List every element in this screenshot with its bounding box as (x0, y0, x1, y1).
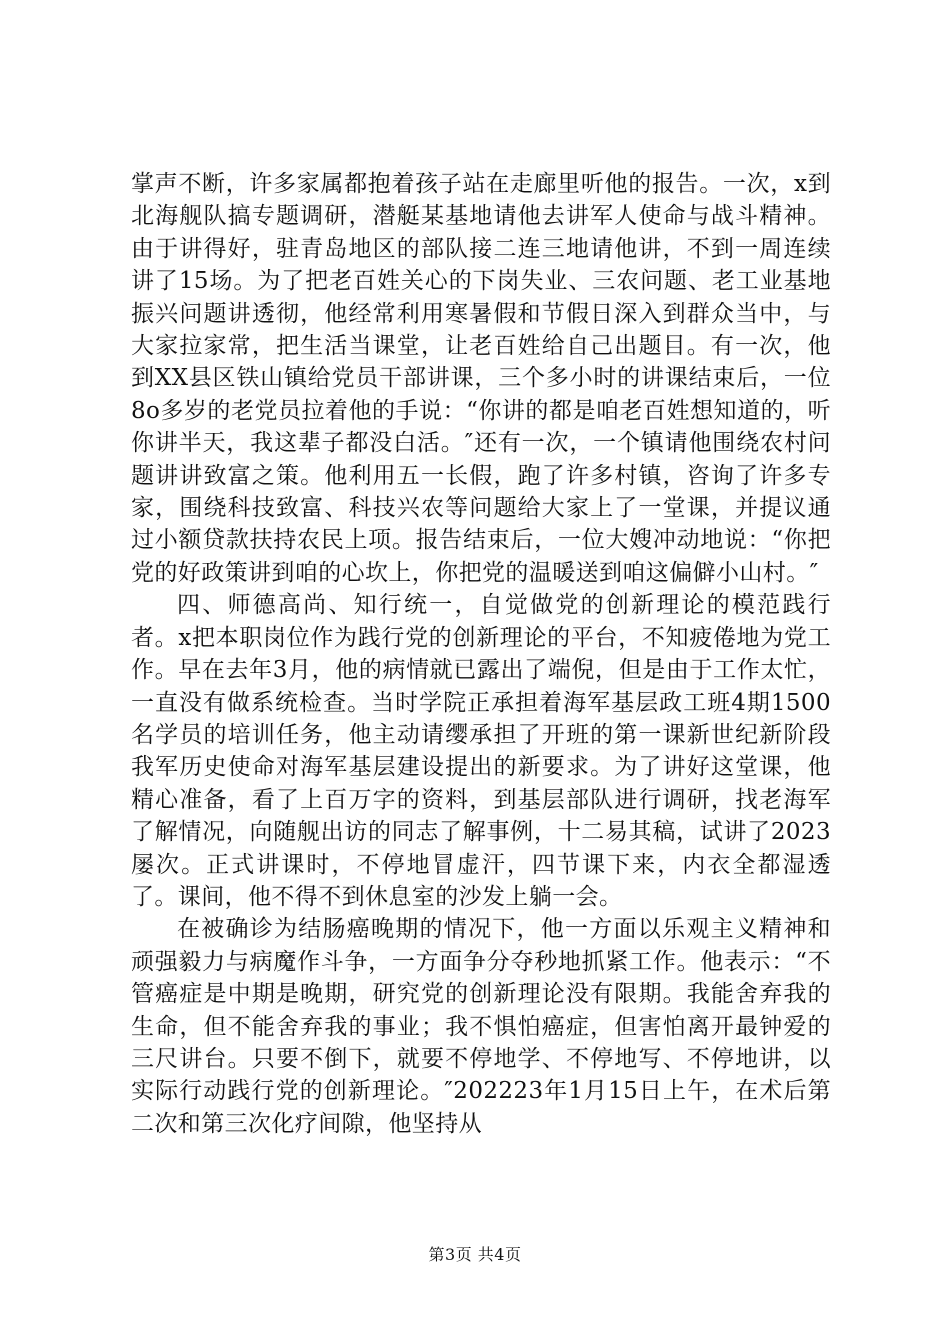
page-number-footer: 第3页 共4页 (428, 1245, 522, 1264)
paragraph-3: 在被确诊为结肠癌晚期的情况下，他一方面以乐观主义精神和顽强毅力与病魔作斗争，一方面争分夺秒地抓紧工作。他表示：“不管癌症是中期是晚期，研究党的创新理论没有限期。我能舍弃我的生命，但不能舍弃我的事业；我不惧怕癌症，但害怕离开最钟爱的三尺讲台。只要不倒下，就要不停地学、不停地写、不停地讲，以实际行动践行党的创新理论。″202223年1月15日上午，在术后第二次和第三次化疗间隙，他坚持从 (131, 916, 831, 1137)
paragraph-2: 四、师德高尚、知行统一，自觉做党的创新理论的模范践行者。x把本职岗位作为践行党的创新理论的平台，不知疲倦地为党工作。早在去年3月，他的病情就已露出了端倪，但是由于工作太忙，一直没有做系统检查。当时学院正承担着海军基层政工班4期1500名学员的培训任务，他主动请缨承担了开班的第一课新世纪新阶段我军历史使命对海军基层建设提出的新要求。为了讲好这堂课，他精心准备，看了上百万字的资料，到基层部队进行调研，找老海军了解情况，向随舰出访的同志了解事例，十二易其稿，试讲了2023屡次。正式讲课时，不停地冒虚汗，四节课下来，内衣全都湿透了。课间，他不得不到休息室的沙发上躺一会。 (131, 592, 831, 910)
document-body (131, 168, 831, 1140)
paragraph-1: 掌声不断，许多家属都抱着孩子站在走廊里听他的报告。一次，x到北海舰队搞专题调研，潜艇某基地请他去讲军人使命与战斗精神。由于讲得好，驻青岛地区的部队接二连三地请他讲，不到一周连续讲了15场。为了把老百姓关心的下岗失业、三农问题、老工业基地振兴问题讲透彻，他经常利用寒暑假和节假日深入到群众当中，与大家拉家常，把生活当课堂，让老百姓给自己出题目。有一次，他到XX县区铁山镇给党员干部讲课，三个多小时的讲课结束后，一位8o多岁的老党员拉着他的手说：“你讲的都是咱老百姓想知道的，听你讲半天，我这辈子都没白活。″还有一次，一个镇请他围绕农村问题讲讲致富之策。他利用五一长假，跑了许多村镇，咨询了许多专家，围绕科技致富、科技兴农等问题给大家上了一堂课，并提议通过小额贷款扶持农民上项。报告结束后，一位大嫂冲动地说：“你把党的好政策讲到咱的心坎上，你把党的温暖送到咱这偏僻小山村。″ (131, 171, 831, 586)
